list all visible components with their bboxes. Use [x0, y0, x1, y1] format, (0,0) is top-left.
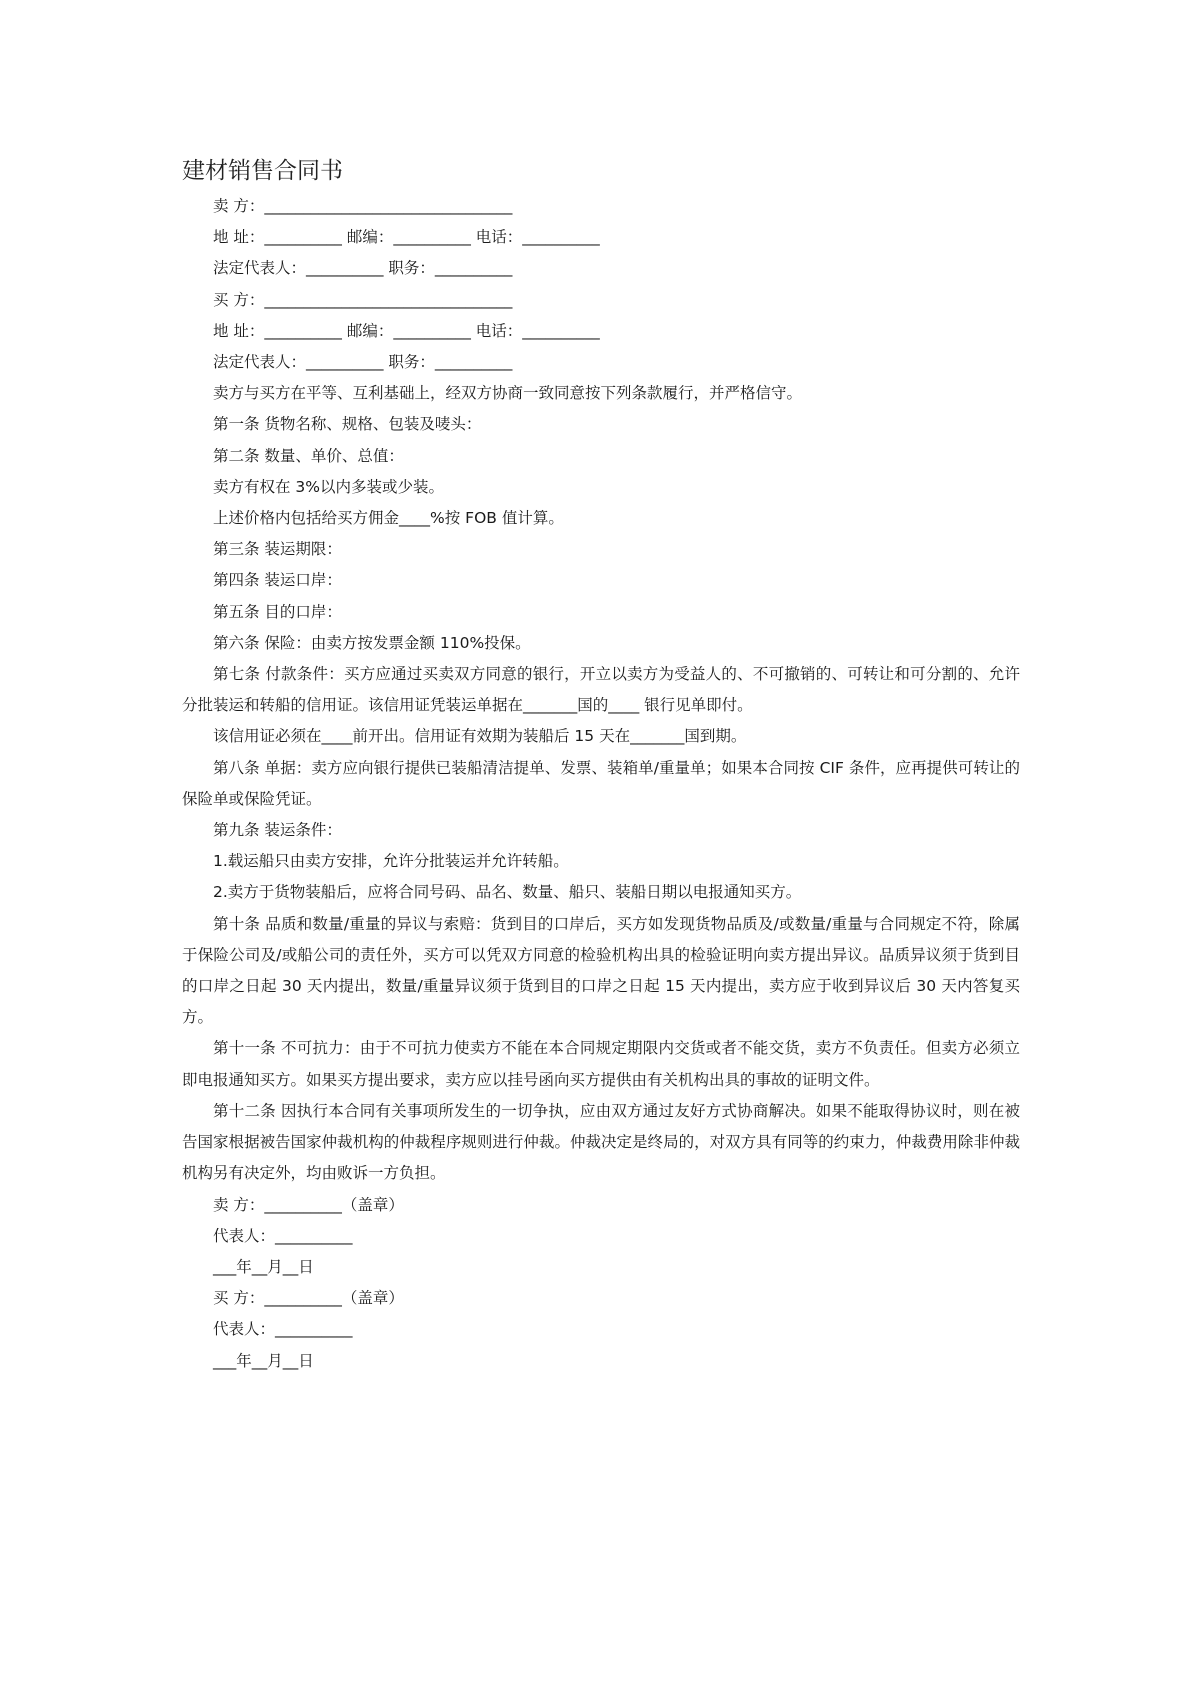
contract-paragraph: 第七条 付款条件：买方应通过买卖双方同意的银行，开立以卖方为受益人的、不可撤销的、可转让和可分割的、允许分批装运和转船的信用证。该信用证凭装运单据在_______国的____ 银行见单即付。 [182, 665, 1020, 715]
document-body [182, 191, 1020, 1377]
contract-paragraph: 第五条 目的口岸： [213, 602, 342, 621]
contract-paragraph: 第十二条 因执行本合同有关事项所发生的一切争执，应由双方通过友好方式协商解决。如果不能取得协议时，则在被告国家根据被告国家仲裁机构的仲裁程序规则进行仲裁。仲裁决定是终局的，对双方具有同等的约束力，仲裁费用除非仲裁机构另有决定外，均由败诉一方负担。 [182, 1101, 1020, 1183]
contract-paragraph: 第二条 数量、单价、总值： [213, 446, 404, 465]
contract-paragraph: 第三条 装运期限： [213, 540, 342, 559]
contract-paragraph: 卖方与买方在平等、互利基础上，经双方协商一致同意按下列条款履行，并严格信守。 [213, 384, 803, 403]
contract-paragraph: 地 址：__________ 邮编：__________ 电话：__________ [213, 228, 600, 247]
contract-paragraph: 上述价格内包括给买方佣金____%按 FOB 值计算。 [213, 509, 564, 528]
contract-paragraph: ___年__月__日 [213, 1351, 314, 1370]
contract-paragraph: 法定代表人：__________ 职务：__________ [213, 259, 513, 278]
contract-paragraph: 买 方：__________（盖章） [213, 1289, 404, 1308]
contract-paragraph: 该信用证必须在____前开出。信用证有效期为装船后 15 天在_______国到期。 [213, 727, 747, 746]
contract-paragraph: 第四条 装运口岸： [213, 571, 342, 590]
contract-paragraph: 买 方：________________________________ [213, 290, 513, 309]
contract-paragraph: 第十条 品质和数量/重量的异议与索赔：货到目的口岸后，买方如发现货物品质及/或数量/重量与合同规定不符，除属于保险公司及/或船公司的责任外，买方可以凭双方同意的检验机构出具的检验证明向卖方提出异议。品质异议须于货到目的口岸之日起 30 天内提出，数量/重量异议须于货到目的口岸之日起 15 天内提出，卖方应于收到异议后 30 天内答复买方。 [182, 914, 1020, 1027]
contract-paragraph: ___年__月__日 [213, 1257, 314, 1276]
contract-paragraph: 地 址：__________ 邮编：__________ 电话：__________ [213, 321, 600, 340]
contract-paragraph: 卖 方：________________________________ [213, 197, 513, 215]
contract-paragraph: 第八条 单据：卖方应向银行提供已装船清洁提单、发票、装箱单/重量单；如果本合同按 CIF 条件，应再提供可转让的保险单或保险凭证。 [182, 758, 1020, 808]
contract-paragraph: 2.卖方于货物装船后，应将合同号码、品名、数量、船只、装船日期以电报通知买方。 [213, 883, 802, 902]
contract-paragraph: 卖方有权在 3%以内多装或少装。 [213, 477, 445, 496]
contract-paragraph: 代表人：__________ [213, 1320, 353, 1339]
contract-paragraph: 第九条 装运条件： [213, 821, 342, 840]
contract-paragraph: 卖 方：__________（盖章） [213, 1195, 404, 1214]
contract-paragraph: 代表人：__________ [213, 1226, 353, 1245]
contract-paragraph: 法定代表人：__________ 职务：__________ [213, 353, 513, 372]
contract-paragraph: 第六条 保险：由卖方按发票金额 110%投保。 [213, 633, 531, 652]
contract-paragraph: 1.载运船只由卖方安排，允许分批装运并允许转船。 [213, 852, 569, 871]
contract-paragraph: 第十一条 不可抗力：由于不可抗力使卖方不能在本合同规定期限内交货或者不能交货，卖方不负责任。但卖方必须立即电报通知买方。如果买方提出要求，卖方应以挂号函向买方提供由有关机构出具的事故的证明文件。 [182, 1039, 1020, 1089]
contract-paragraph: 第一条 货物名称、规格、包装及唛头： [213, 415, 482, 434]
document-title: 建材销售合同书 [182, 158, 343, 184]
